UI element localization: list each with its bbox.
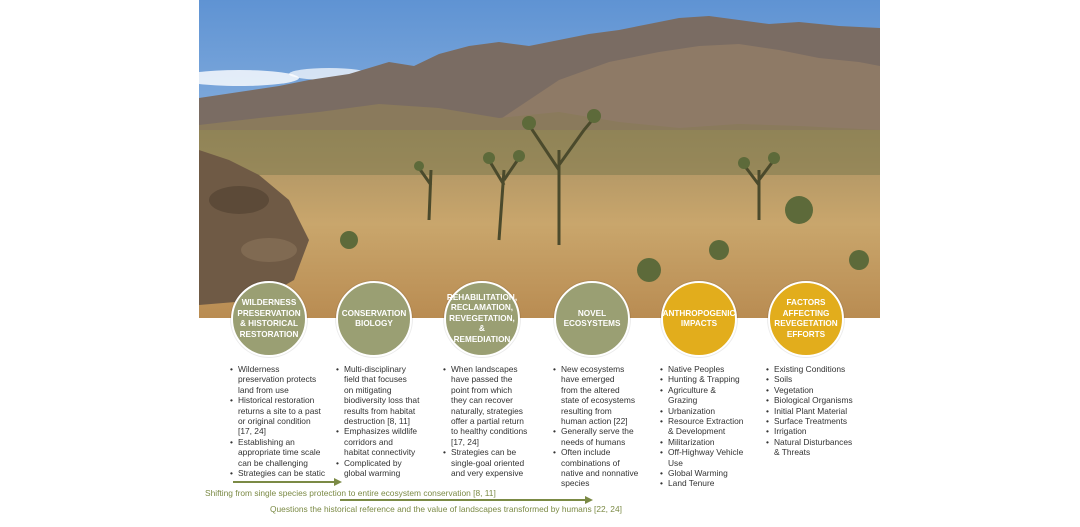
list-item: • Irrigation xyxy=(766,426,876,436)
arrow-head-2 xyxy=(585,496,593,504)
circle-conservation-biology xyxy=(336,281,412,357)
list-item: • Establishing an appropriate time scale can be challenging xyxy=(230,437,330,468)
desert-landscape-photo xyxy=(199,0,880,318)
circle-anthropogenic-impacts xyxy=(661,281,737,357)
circle-label: CONSERVATION BIOLOGY xyxy=(341,308,407,328)
circle-label: FACTORS AFFECTING REVEGETATION EFFORTS xyxy=(774,298,838,339)
arrow-line-2 xyxy=(340,499,587,501)
column-novel xyxy=(553,364,653,489)
list-item: • New ecosystems have emerged from the altered state of ecosystems resulting from human action [22] xyxy=(553,364,653,426)
list-item: • Existing Conditions xyxy=(766,364,876,374)
arrow-line-1 xyxy=(233,481,335,483)
column-wilderness xyxy=(230,364,330,478)
column-rehabilitation xyxy=(443,364,543,478)
column-factors xyxy=(766,364,876,458)
list-item: • Generally serve the needs of humans xyxy=(553,426,653,447)
list-item: • Off-Highway Vehicle Use xyxy=(660,447,760,468)
list-item: • Resource Extraction & Development xyxy=(660,416,760,437)
list-item: • Initial Plant Material xyxy=(766,406,876,416)
column-anthropogenic xyxy=(660,364,760,489)
circle-wilderness-preservation xyxy=(231,281,307,357)
circle-novel-ecosystems xyxy=(554,281,630,357)
list-item: • Emphasizes wildlife corridors and habitat connectivity xyxy=(336,426,436,457)
list-item: • Strategies can be static xyxy=(230,468,330,478)
list-item: • Urbanization xyxy=(660,406,760,416)
list-item: • Complicated by global warming xyxy=(336,458,436,479)
list-item: • Hunting & Trapping xyxy=(660,374,760,384)
list-item: • Historical restoration returns a site to a past or original condition [17, 24] xyxy=(230,395,330,437)
list-item: • Land Tenure xyxy=(660,478,760,488)
list-item: • Surface Treatments xyxy=(766,416,876,426)
circle-label: ANTHROPOGENIC IMPACTS xyxy=(662,308,736,328)
list-item: • Wilderness preservation protects land from use xyxy=(230,364,330,395)
list-item: • Multi-disciplinary field that focuses on mitigating biodiversity loss that results from habitat destruction [8, 11] xyxy=(336,364,436,426)
list-item: • When landscapes have passed the point from which they can recover naturally, strategies offer a partial return to healthy conditions [17, 24] xyxy=(443,364,543,447)
list-item: • Strategies can be single-goal oriented and very expensive xyxy=(443,447,543,478)
list-item: • Vegetation xyxy=(766,385,876,395)
circle-label: REHABILITATION, RECLAMATION, REVEGETATION, & REMEDIATION xyxy=(446,292,518,344)
list-item: • Global Warming xyxy=(660,468,760,478)
column-conservation xyxy=(336,364,436,478)
list-item: • Biological Organisms xyxy=(766,395,876,405)
circle-factors-revegetation xyxy=(768,281,844,357)
list-item: • Militarization xyxy=(660,437,760,447)
arrow-head-1 xyxy=(334,478,342,486)
circle-label: WILDERNESS PRESERVATION & HISTORICAL RESTORATION xyxy=(237,298,301,339)
circle-rehabilitation xyxy=(444,281,520,357)
arrow-caption-1: Shifting from single species protection to entire ecosystem conservation [8, 11] xyxy=(205,488,496,498)
arrow-caption-2: Questions the historical reference and the value of landscapes transformed by humans [22, 24] xyxy=(270,504,622,514)
list-item: • Natural Disturbances & Threats xyxy=(766,437,876,458)
list-item: • Soils xyxy=(766,374,876,384)
list-item: • Native Peoples xyxy=(660,364,760,374)
list-item: • Agriculture & Grazing xyxy=(660,385,760,406)
list-item: • Often include combinations of native and nonnative species xyxy=(553,447,653,489)
circle-label: NOVEL ECOSYSTEMS xyxy=(563,308,621,328)
